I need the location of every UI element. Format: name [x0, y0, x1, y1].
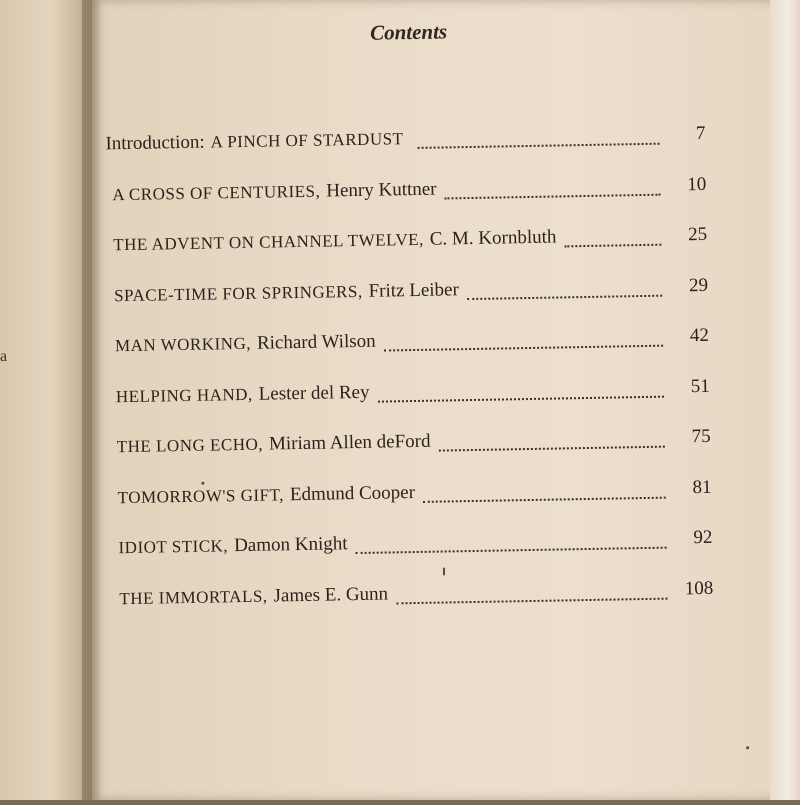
story-title: MAN WORKING,	[114, 333, 252, 356]
page-edge	[770, 0, 800, 800]
page-number: 92	[693, 526, 713, 549]
toc-entry	[106, 173, 706, 211]
dot-leader	[423, 496, 666, 502]
story-author: James E. Gunn	[273, 583, 389, 606]
story-author: C. M. Kornbluth	[429, 226, 557, 250]
story-title: A PINCH OF STARDUST	[210, 129, 404, 152]
dot-leader	[467, 294, 662, 299]
dot-leader	[565, 244, 662, 248]
toc-entry	[113, 577, 713, 615]
entry-label: Introduction:	[105, 131, 205, 155]
toc-entry	[112, 527, 712, 565]
story-title: IDIOT STICK,	[118, 536, 229, 558]
dot-leader	[378, 395, 664, 402]
page-number: 29	[688, 274, 709, 296]
paper-speck	[201, 482, 204, 485]
dot-leader	[356, 547, 667, 554]
left-page-fragment: a	[0, 348, 8, 365]
paper-speck	[746, 746, 749, 749]
toc-entry	[105, 123, 705, 161]
page-number: 75	[691, 425, 711, 448]
story-title: TOMORROW'S GIFT,	[117, 484, 285, 507]
story-author: Lester del Rey	[258, 381, 370, 405]
dot-leader	[396, 597, 667, 604]
page-number: 108	[684, 577, 714, 599]
toc-entry	[108, 274, 708, 312]
toc-entry	[111, 426, 711, 464]
page-number: 10	[687, 173, 707, 195]
page-number: 7	[695, 122, 706, 145]
paper-speck	[443, 568, 445, 576]
story-title: SPACE-TIME FOR SPRINGERS,	[113, 281, 363, 305]
book-gutter	[82, 0, 102, 800]
table-of-contents	[103, 0, 727, 805]
toc-entry	[110, 375, 710, 413]
page-number: 25	[687, 223, 708, 246]
page-title: Contents	[369, 19, 448, 45]
dot-leader	[384, 345, 663, 352]
story-title: THE IMMORTALS,	[119, 586, 268, 608]
toc-entry	[109, 325, 709, 363]
story-author: Richard Wilson	[256, 330, 376, 354]
toc-entry	[107, 224, 707, 262]
story-title: HELPING HAND,	[115, 384, 253, 406]
dot-leader	[439, 446, 665, 452]
page-number: 42	[689, 324, 710, 347]
page-number: 81	[692, 476, 712, 498]
dot-leader	[445, 193, 661, 199]
story-title: THE LONG ECHO,	[116, 434, 264, 457]
page-number: 51	[690, 375, 710, 397]
story-title: A CROSS OF CENTURIES,	[112, 181, 321, 204]
story-author: Miriam Allen deFord	[268, 430, 431, 455]
story-author: Fritz Leiber	[368, 278, 460, 302]
story-title: THE ADVENT ON CHANNEL TWELVE,	[113, 229, 424, 255]
story-author: Damon Knight	[233, 533, 348, 557]
story-author: Henry Kuttner	[326, 178, 437, 202]
dot-leader	[418, 143, 660, 149]
story-author: Edmund Cooper	[289, 481, 416, 505]
left-page	[0, 0, 92, 800]
